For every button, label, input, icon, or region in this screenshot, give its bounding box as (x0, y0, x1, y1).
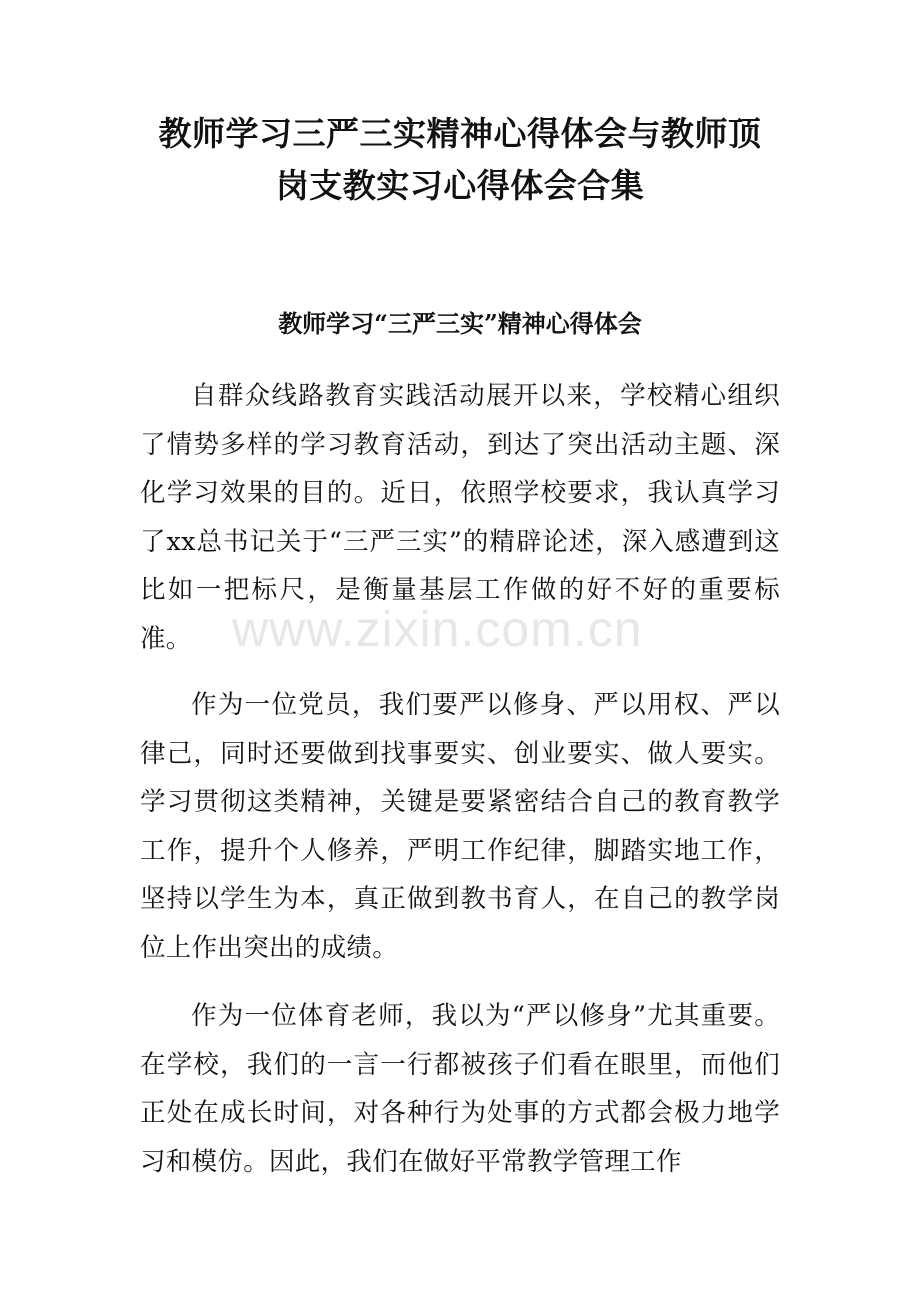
title-line-1: 教师学习三严三实精神心得体会与教师顶 (158, 114, 762, 153)
document-title (120, 108, 800, 212)
paragraph-2: 作为一位党员，我们要严以修身、严以用权、严以律己，同时还要做到找事要实、创业要实、做人要实。学习贯彻这类精神，关键是要紧密结合自己的教育教学工作，提升个人修养，严明工作纪律，脚踏实地工作，坚持以学生为本，真正做到教书育人，在自己的教学岗位上作出突出的成绩。 (140, 690, 780, 963)
paragraph-1: 自群众线路教育实践活动展开以来，学校精心组织了情势多样的学习教育活动，到达了突出活动主题、深化学习效果的目的。近日，依照学校要求，我认真学习了xx总书记关于“三严三实”的精辟论述，深入感遭到这比如一把标尺，是衡量基层工作做的好不好的重要标准。 (140, 381, 780, 654)
section-heading: 教师学习“三严三实”精神心得体会 (278, 309, 642, 338)
title-line-2: 岗支教实习心得体会合集 (275, 166, 645, 205)
watermark: www.zixin.com.cn (232, 601, 643, 657)
paragraph-3: 作为一位体育老师，我以为“严以修身”尤其重要。在学校，我们的一言一行都被孩子们看在眼里，而他们正处在成长时间，对各种行为处事的方式都会极力地学习和模仿。因此，我们在做好平常教学管理工作 (140, 1001, 780, 1177)
